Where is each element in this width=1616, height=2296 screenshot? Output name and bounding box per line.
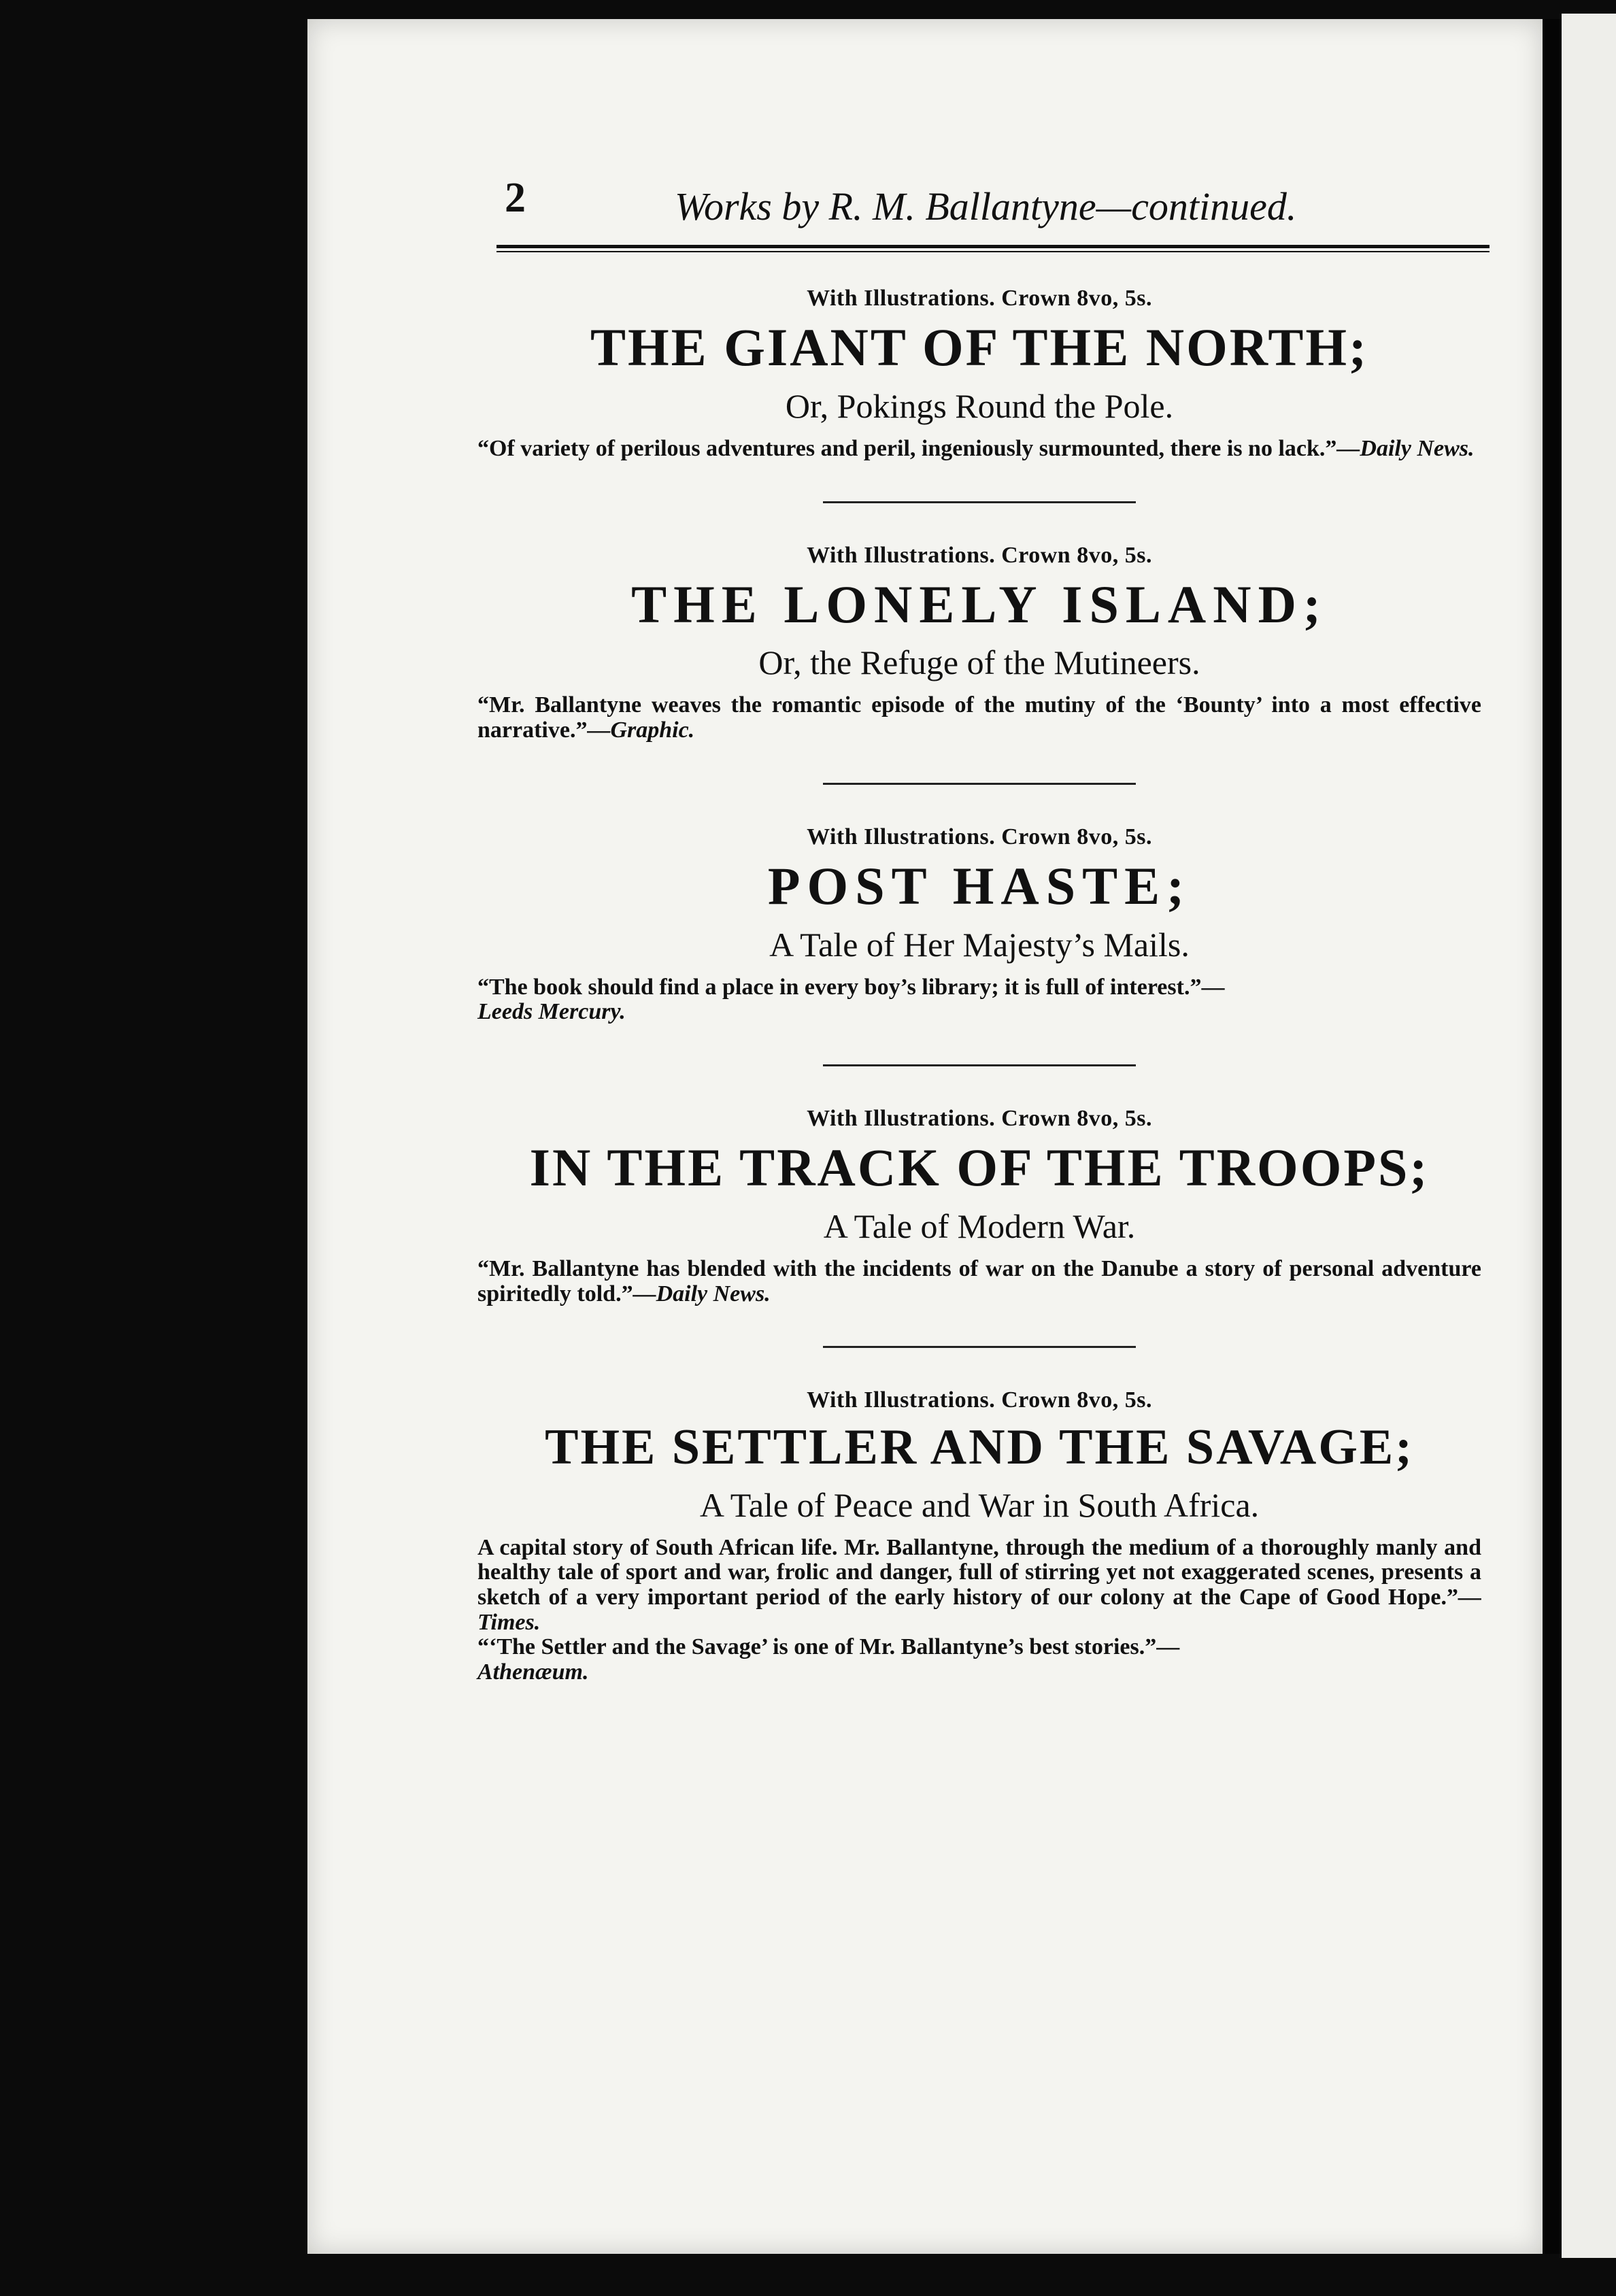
- book-entry-lonely-island: [469, 543, 1489, 743]
- book-format: With Illustrations. Crown 8vo, 5s.: [807, 1387, 1152, 1413]
- section-divider: [823, 1346, 1136, 1348]
- review-source: —Daily News.: [633, 1281, 771, 1306]
- page-gutter: [1543, 19, 1562, 2254]
- book-subtitle: Or, Pokings Round the Pole.: [785, 386, 1174, 425]
- book-review: [477, 1536, 1481, 1636]
- header-rule: [496, 245, 1489, 252]
- book-list: [469, 286, 1489, 1685]
- facing-page-edge: [1562, 14, 1616, 2258]
- book-format: With Illustrations. Crown 8vo, 5s.: [807, 542, 1152, 568]
- running-head: Works by R. M. Ballantyne—continued.: [675, 184, 1297, 229]
- book-review: [477, 975, 1481, 1025]
- review-text: “Mr. Ballantyne weaves the romantic episode of the mutiny of the ‘Bounty’ into a most effective narrative.”: [477, 692, 1481, 743]
- section-divider: [823, 1064, 1136, 1066]
- book-subtitle: A Tale of Modern War.: [823, 1206, 1136, 1245]
- review-source: Leeds Mercury.: [477, 999, 626, 1025]
- book-title: THE GIANT OF THE NORTH;: [590, 318, 1368, 377]
- review-text: “‘The Settler and the Savage’ is one of Mr. Ballantyne’s best stories.”—: [477, 1634, 1180, 1660]
- book-entry-post-haste: [469, 824, 1489, 1025]
- review-text: A capital story of South African life. Mr. Ballantyne, through the medium of a thoroughly manly and healthy tale of sport and war, frolic and danger, full of stirring yet not exaggerated scenes, presents a sketch of a very important period of the early history of our colony at the Cape of Good Hope.”: [477, 1534, 1481, 1610]
- book-entry-giant-of-the-north: [469, 286, 1489, 462]
- review-source: —Graphic.: [587, 718, 695, 743]
- book-subtitle: A Tale of Peace and War in South Africa.: [699, 1485, 1260, 1524]
- book-review: [477, 437, 1481, 462]
- page-header: [496, 174, 1347, 235]
- book-title: IN THE TRACK OF THE TROOPS;: [529, 1137, 1430, 1197]
- review-text: “The book should find a place in every boy’s library; it is full of interest.”—: [477, 974, 1225, 1000]
- review-source: —Daily News.: [1336, 435, 1475, 461]
- book-title: THE LONELY ISLAND;: [631, 574, 1328, 634]
- book-entry-settler-and-savage: [469, 1387, 1489, 1685]
- section-divider: [823, 783, 1136, 785]
- page-number: 2: [505, 175, 526, 221]
- book-format: With Illustrations. Crown 8vo, 5s.: [807, 1105, 1152, 1131]
- book-review: [477, 693, 1481, 743]
- book-format: With Illustrations. Crown 8vo, 5s.: [807, 286, 1152, 311]
- book-subtitle: Or, the Refuge of the Mutineers.: [758, 643, 1200, 682]
- review-text: “Mr. Ballantyne has blended with the incidents of war on the Danube a story of personal adventure spiritedly told.”: [477, 1255, 1481, 1306]
- book-entry-track-of-the-troops: [469, 1106, 1489, 1306]
- section-divider: [823, 501, 1136, 503]
- book-subtitle: A Tale of Her Majesty’s Mails.: [769, 925, 1190, 964]
- review-text: “Of variety of perilous adventures and peril, ingeniously surmounted, there is no lack.”: [477, 435, 1337, 461]
- book-format: With Illustrations. Crown 8vo, 5s.: [807, 824, 1152, 849]
- review-source: Athenæum.: [477, 1659, 589, 1685]
- book-title: POST HASTE;: [767, 856, 1192, 915]
- book-title: THE SETTLER AND THE SAVAGE;: [545, 1419, 1414, 1476]
- review-source: —Times.: [477, 1585, 1481, 1635]
- book-review-secondary: [477, 1635, 1481, 1685]
- book-review: [477, 1257, 1481, 1306]
